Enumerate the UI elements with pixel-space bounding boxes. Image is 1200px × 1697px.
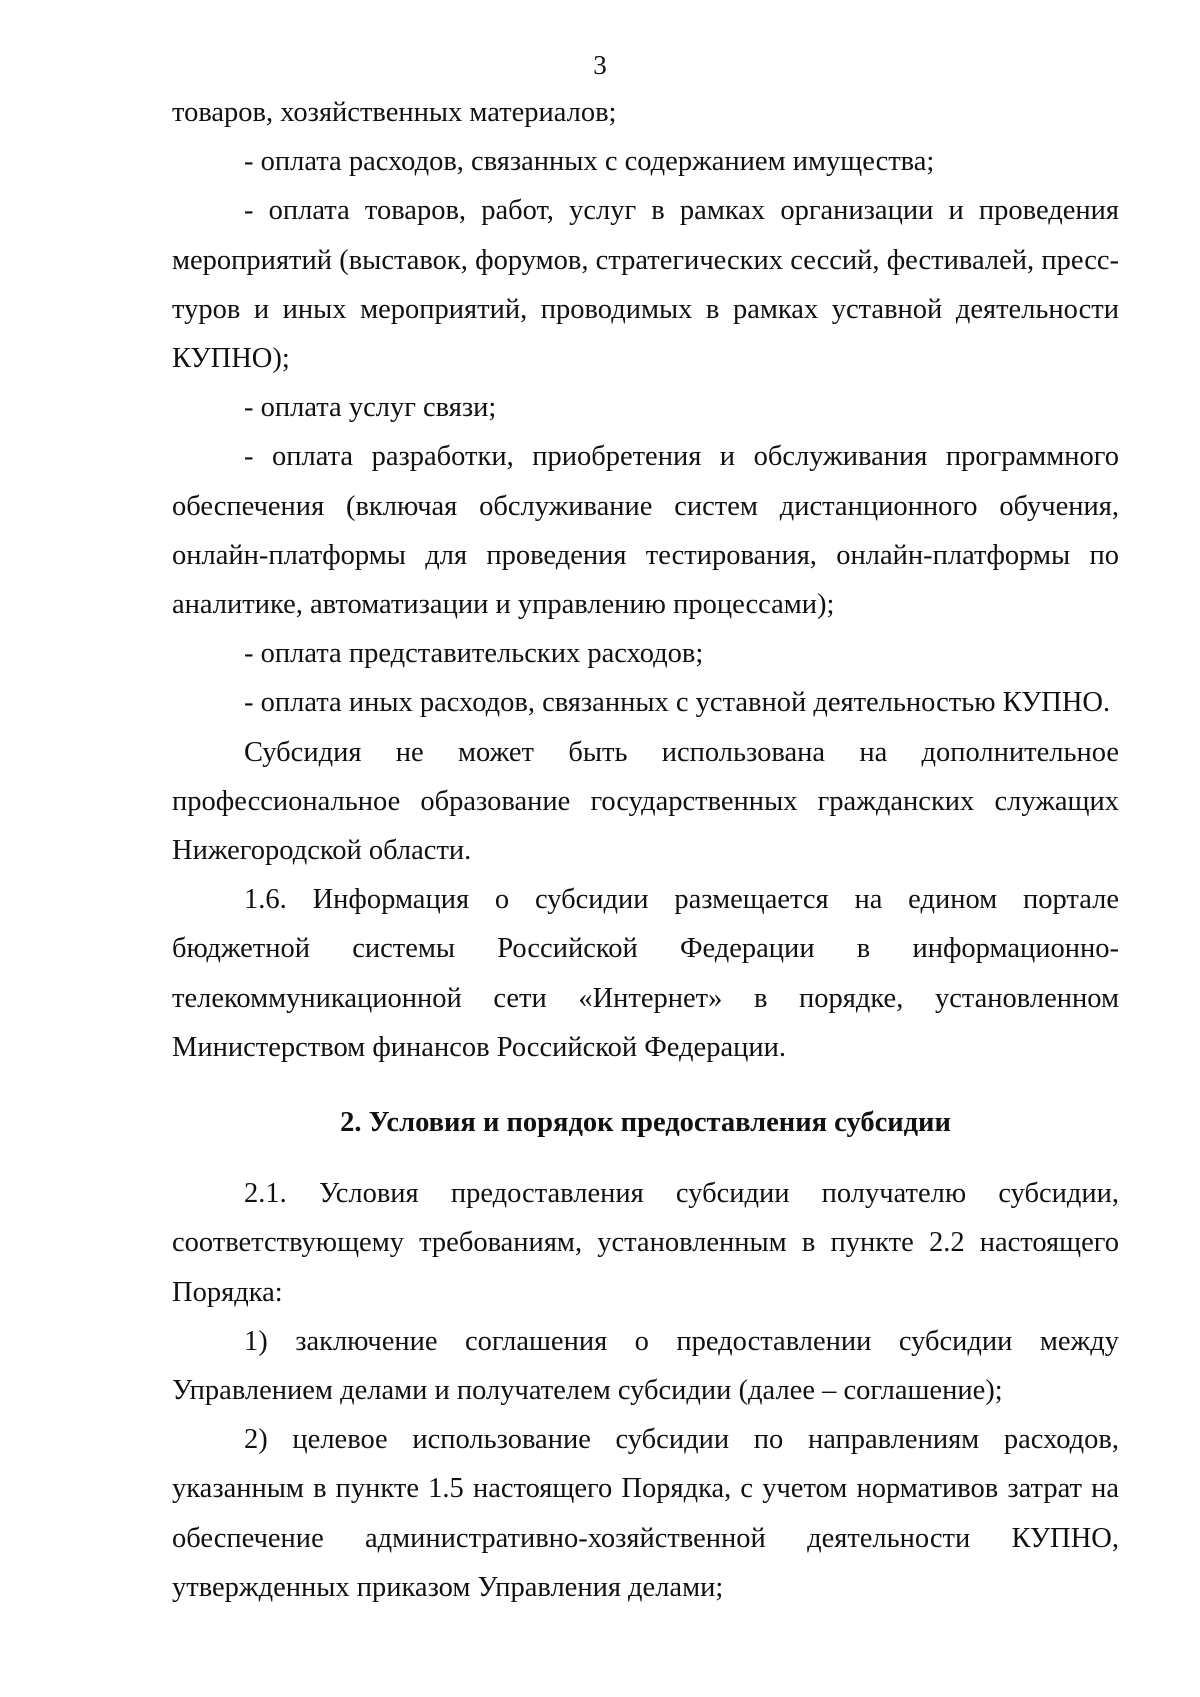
paragraph: - оплата расходов, связанных с содержанием имущества; [244,146,935,178]
paragraphs-after-heading [172,1169,1119,1612]
paragraph: 2.1. Условия предоставления субсидии получателю субсидии, соответствующему требованиям, установленным в пункте 2.2 настоящего Порядка: [172,1178,1119,1308]
paragraph: - оплата разработки, приобретения и обслуживания программного обеспечения (включая обслуживание систем дистанционного обучения, онлайн-платформы для проведения тестирования, онлайн-платформы по аналитике, автоматизации и управлению процессами); [172,441,1119,621]
paragraph: - оплата услуг связи; [244,392,497,424]
page-number: 3 [593,50,607,80]
paragraph: Субсидия не может быть использована на дополнительное профессиональное образование государственных гражданских служащих Нижегородской области. [172,736,1119,867]
paragraph: - оплата товаров, работ, услуг в рамках организации и проведения мероприятий (выставок, форумов, стратегических сессий, фестивалей, пресс-туров и иных мероприятий, проводимых в рамках уставной деятельности КУПНО); [172,195,1119,375]
paragraphs-before-heading [172,88,1119,1072]
paragraph: - оплата представительских расходов; [244,638,704,670]
paragraph: 2) целевое использование субсидии по направлениям расходов, указанным в пункте 1.5 настоящего Порядка, с учетом нормативов затрат на обеспечение административно-хозяйственной деятельности КУПНО, утвержденных приказом Управления делами; [172,1424,1119,1603]
paragraph: 1) заключение соглашения о предоставлении субсидии между Управлением делами и получателем субсидии (далее – соглашение); [172,1325,1119,1407]
paragraph: 1.6. Информация о субсидии размещается на едином портале бюджетной системы Российской Федерации в информационно-телекоммуникационной сети «Интернет» в порядке, установленном Министерством финансов Российской Федерации. [172,884,1119,1063]
document-body [172,88,1119,1612]
section-heading: 2. Условия и порядок предоставления субсидии [340,1107,951,1139]
paragraph: товаров, хозяйственных материалов; [172,97,617,128]
paragraph: - оплата иных расходов, связанных с уставной деятельностью КУПНО. [244,687,1111,719]
